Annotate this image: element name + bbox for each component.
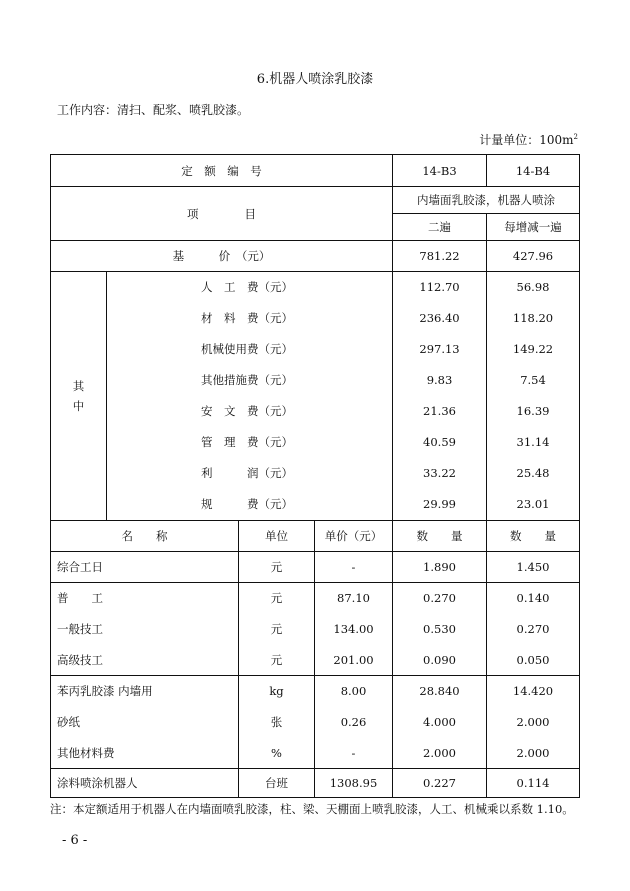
col-name-header: 名 称	[51, 521, 239, 552]
resource-price: 87.10	[315, 583, 393, 614]
breakdown-label: 其他措施费（元）	[107, 365, 393, 396]
resource-qty2: 2.000	[487, 707, 580, 738]
breakdown-value: 31.14	[487, 427, 580, 458]
resource-unit: 元	[239, 552, 315, 583]
resource-qty2: 0.270	[487, 614, 580, 645]
quota-number-label: 定 额 编 号	[51, 155, 393, 187]
item-desc-row	[51, 187, 580, 214]
resource-name: 其他材料费	[51, 738, 239, 769]
resource-qty2: 2.000	[487, 738, 580, 769]
resource-unit: 张	[239, 707, 315, 738]
breakdown-value: 118.20	[487, 303, 580, 334]
breakdown-row	[51, 334, 580, 365]
variant-1: 二遍	[393, 214, 487, 241]
breakdown-value: 40.59	[393, 427, 487, 458]
resource-unit: 元	[239, 614, 315, 645]
resource-header-row	[51, 521, 580, 552]
col-price-header: 单价（元）	[315, 521, 393, 552]
breakdown-label: 材 料 费（元）	[107, 303, 393, 334]
resource-qty2: 1.450	[487, 552, 580, 583]
breakdown-label: 安 文 费（元）	[107, 396, 393, 427]
quota-code-2: 14-B4	[487, 155, 580, 187]
resource-price: 0.26	[315, 707, 393, 738]
resource-name: 普 工	[51, 583, 239, 614]
resource-qty2: 14.420	[487, 676, 580, 707]
resource-qty1: 0.090	[393, 645, 487, 676]
resource-row	[51, 552, 580, 583]
resource-qty1: 2.000	[393, 738, 487, 769]
breakdown-label: 机械使用费（元）	[107, 334, 393, 365]
resource-name: 一般技工	[51, 614, 239, 645]
page-title: 6.机器人喷涂乳胶漆	[256, 72, 374, 87]
resource-row	[51, 769, 580, 798]
base-price-row	[51, 241, 580, 272]
resource-row	[51, 707, 580, 738]
resource-qty1: 4.000	[393, 707, 487, 738]
measurement-unit: 计量单位：$100m^2$	[479, 133, 578, 147]
breakdown-value: 33.22	[393, 458, 487, 489]
resource-qty1: 1.890	[393, 552, 487, 583]
breakdown-value: 112.70	[393, 272, 487, 303]
base-price-2: 427.96	[487, 241, 580, 272]
breakdown-label: 规 费（元）	[107, 489, 393, 521]
breakdown-value: 16.39	[487, 396, 580, 427]
quota-table	[50, 154, 580, 798]
resource-qty1: 28.840	[393, 676, 487, 707]
item-description: 内墙面乳胶漆，机器人喷涂	[393, 187, 580, 214]
breakdown-row	[51, 489, 580, 521]
resource-name: 砂纸	[51, 707, 239, 738]
resource-name: 综合工日	[51, 552, 239, 583]
resource-row	[51, 583, 580, 614]
resource-unit: 台班	[239, 769, 315, 798]
resource-unit: %	[239, 738, 315, 769]
resource-qty2: 0.140	[487, 583, 580, 614]
resource-unit: 元	[239, 645, 315, 676]
resource-row	[51, 645, 580, 676]
resource-qty2: 0.050	[487, 645, 580, 676]
resource-row	[51, 738, 580, 769]
resource-row	[51, 614, 580, 645]
breakdown-group-label: 其 中	[51, 272, 107, 521]
resource-qty1: 0.530	[393, 614, 487, 645]
quota-code-1: 14-B3	[393, 155, 487, 187]
breakdown-value: 236.40	[393, 303, 487, 334]
quota-number-row	[51, 155, 580, 187]
breakdown-row	[51, 272, 580, 303]
resource-name: 苯丙乳胶漆 内墙用	[51, 676, 239, 707]
breakdown-value: 56.98	[487, 272, 580, 303]
resource-name: 涂料喷涂机器人	[51, 769, 239, 798]
resource-qty2: 0.114	[487, 769, 580, 798]
resource-row	[51, 676, 580, 707]
resource-qty1: 0.227	[393, 769, 487, 798]
resource-price: -	[315, 552, 393, 583]
breakdown-row	[51, 303, 580, 334]
breakdown-label: 利 润（元）	[107, 458, 393, 489]
breakdown-label: 人 工 费（元）	[107, 272, 393, 303]
breakdown-row	[51, 396, 580, 427]
breakdown-value: 297.13	[393, 334, 487, 365]
breakdown-value: 25.48	[487, 458, 580, 489]
item-label: 项 目	[51, 187, 393, 241]
footnote: 注：本定额适用于机器人在内墙面喷乳胶漆，柱、梁、天棚面上喷乳胶漆，人工、机械乘以系数 1.10。	[50, 802, 574, 816]
breakdown-value: 9.83	[393, 365, 487, 396]
breakdown-row	[51, 427, 580, 458]
resource-price: 201.00	[315, 645, 393, 676]
base-price-1: 781.22	[393, 241, 487, 272]
resource-price: 8.00	[315, 676, 393, 707]
variant-2: 每增减一遍	[487, 214, 580, 241]
breakdown-value: 29.99	[393, 489, 487, 521]
breakdown-row	[51, 458, 580, 489]
breakdown-value: 21.36	[393, 396, 487, 427]
breakdown-row	[51, 365, 580, 396]
breakdown-value: 23.01	[487, 489, 580, 521]
base-price-label: 基 价 （元）	[51, 241, 393, 272]
resource-unit: kg	[239, 676, 315, 707]
resource-name: 高级技工	[51, 645, 239, 676]
page-number: - 6 -	[62, 833, 88, 848]
resource-price: 1308.95	[315, 769, 393, 798]
resource-qty1: 0.270	[393, 583, 487, 614]
col-qty2-header: 数 量	[487, 521, 580, 552]
breakdown-value: 149.22	[487, 334, 580, 365]
col-unit-header: 单位	[239, 521, 315, 552]
resource-price: -	[315, 738, 393, 769]
resource-price: 134.00	[315, 614, 393, 645]
resource-unit: 元	[239, 583, 315, 614]
col-qty1-header: 数 量	[393, 521, 487, 552]
breakdown-label: 管 理 费（元）	[107, 427, 393, 458]
work-content: 工作内容：清扫、配浆、喷乳胶漆。	[57, 103, 250, 117]
breakdown-value: 7.54	[487, 365, 580, 396]
